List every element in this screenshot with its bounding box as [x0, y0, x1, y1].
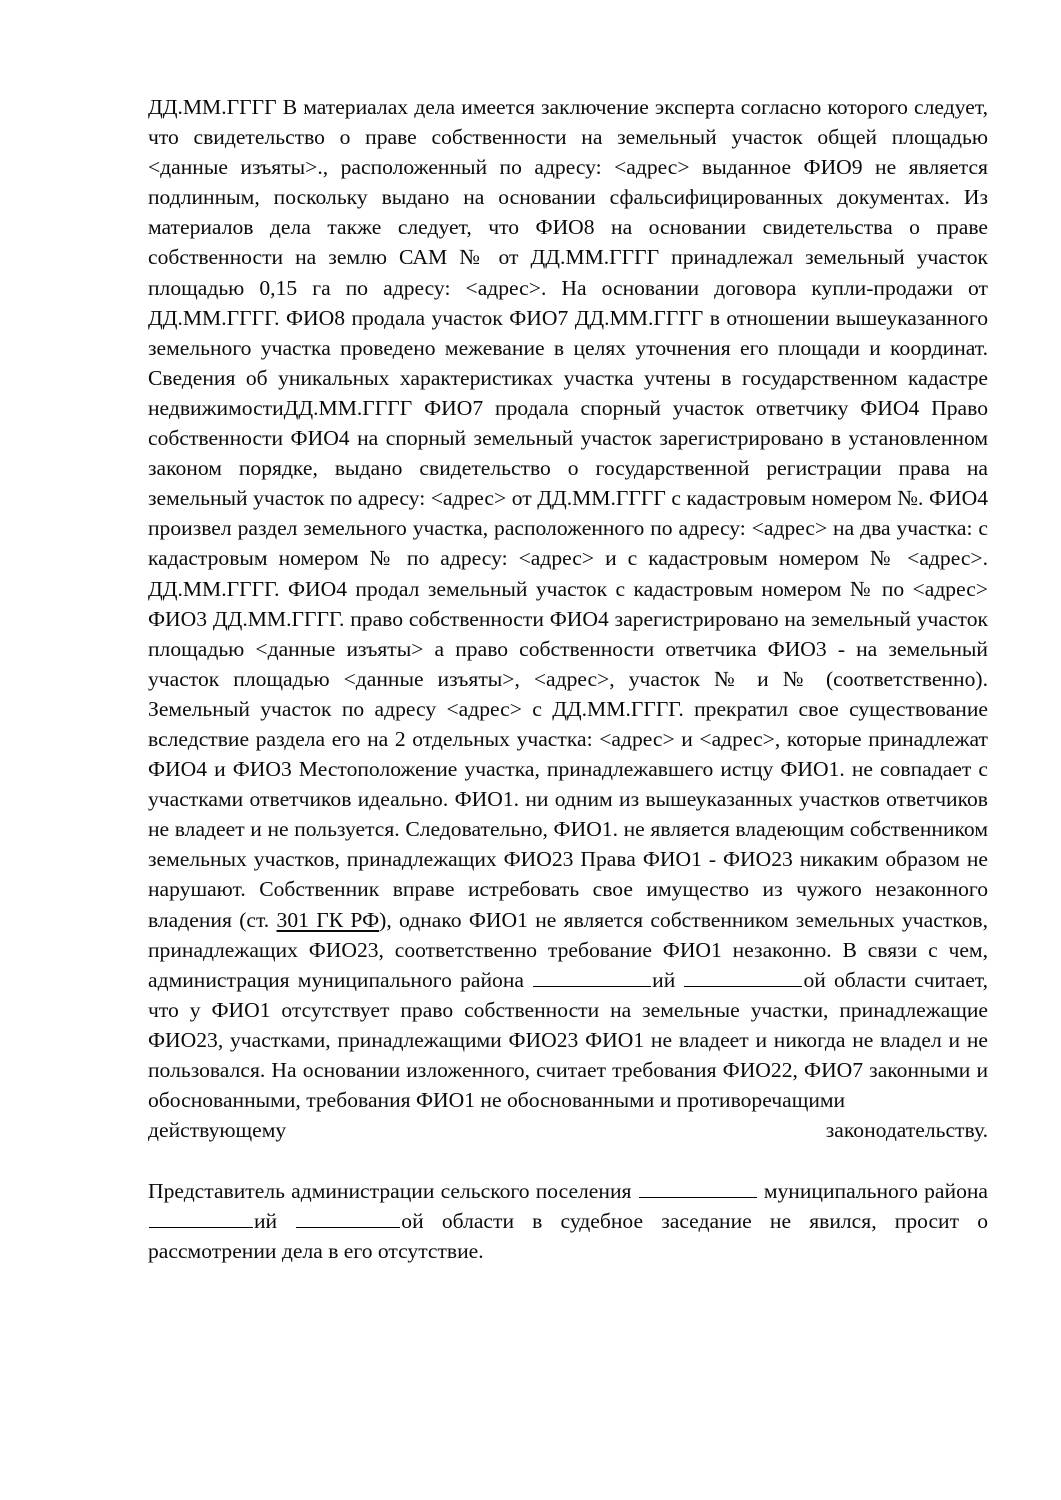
fill-in-blank-district-2[interactable]	[149, 1208, 253, 1229]
paragraph-1-tail	[148, 1115, 988, 1145]
para2-part-2: муниципального района	[757, 1179, 989, 1204]
fill-in-blank-region-2[interactable]	[296, 1208, 400, 1229]
fill-in-blank-region[interactable]	[684, 966, 802, 987]
legal-reference-301-gk-rf: 301 ГК РФ	[276, 907, 380, 932]
fill-in-blank-district[interactable]	[533, 966, 651, 987]
para1-part-2: ), однако ФИО1 не является собственником земельных участков, принадлежащих ФИО23, соответственно требование ФИО1 незаконно. В связи с чем, администрация муниципального района	[148, 907, 988, 992]
para2-part-1: Представитель администрации сельского поселения	[148, 1179, 638, 1204]
paragraph-2	[148, 1176, 988, 1266]
para1-suffix-1: ий	[652, 967, 684, 992]
para2-part-3: ой области в судебное заседание не явился, просит о рассмотрении дела в его отсутствие.	[148, 1209, 988, 1264]
para2-suffix-1: ий	[254, 1209, 296, 1234]
paragraph-1-tail-row	[148, 1115, 988, 1145]
paragraph-1-tail-right: законодательству.	[825, 1118, 988, 1143]
para1-part-3: ой области считает, что у ФИО1 отсутствует право собственности на земельные участки, принадлежащие ФИО23, участками, принадлежащими ФИО23 ФИО1 не владеет и никогда не владел и не пользовался. На основании изложенного, считает требования ФИО22, ФИО7 законными и обоснованными, требования ФИО1 не обоснованными и противоречащими	[148, 967, 989, 1113]
paragraph-1-tail-left: действующему	[148, 1118, 287, 1143]
document-body	[148, 92, 988, 1267]
paragraph-1	[148, 92, 988, 1115]
para1-part-1: ДД.ММ.ГГГГ В материалах дела имеется заключение эксперта согласно которого следует, что свидетельство о праве собственности на земельный участок общей площадью <данные изъяты>., расположенный по адресу: <адрес> выданное ФИО9 не является подлинным, поскольку выдано на основании сфальсифицированных документах. Из материалов дела также следует, что ФИО8 на основании свидетельства о праве собственности на землю САМ № от ДД.ММ.ГГГГ принадлежал земельный участок площадью 0,15 га по адресу: <адрес>. На основании договора купли-продажи от ДД.ММ.ГГГГ. ФИО8 продала участок ФИО7 ДД.ММ.ГГГГ в отношении вышеуказанного земельного участка проведено межевание в целях уточнения его площади и координат. Сведения об уникальных характеристиках участка учтены в государственном кадастре недвижимостиДД.ММ.ГГГГ ФИО7 продала спорный участок ответчику ФИО4 Право собственности ФИО4 на спорный земельный участок зарегистрировано в установленном законом порядке, выдано свидетельство о государственной регистрации права на земельный участок по адресу: <адрес> от ДД.ММ.ГГГГ с кадастровым номером №. ФИО4 произвел раздел земельного участка, расположенного по адресу: <адрес> на два участка: с кадастровым номером № по адресу: <адрес> и с кадастровым номером № <адрес>. ДД.ММ.ГГГГ. ФИО4 продал земельный участок с кадастровым номером № по <адрес> ФИО3 ДД.ММ.ГГГГ. право собственности ФИО4 зарегистрировано на земельный участок площадью <данные изъяты> а право собственности ответчика ФИО3 - на земельный участок площадью <данные изъяты>, <адрес>, участок № и № (соответственно). Земельный участок по адресу <адрес> с ДД.ММ.ГГГГ. прекратил свое существование вследствие раздела его на 2 отдельных участка: <адрес> и <адрес>, которые принадлежат ФИО4 и ФИО3 Местоположение участка, принадлежавшего истцу ФИО1. не совпадает с участками ответчиков идеально. ФИО1. ни одним из вышеуказанных участков ответчиков не владеет и не пользуется. Следовательно, ФИО1. не является владеющим собственником земельных участков, принадлежащих ФИО23 Права ФИО1 - ФИО23 никаким образом не нарушают. Собственник вправе истребовать свое имущество из чужого незаконного владения (ст.	[148, 95, 988, 932]
fill-in-blank-settlement[interactable]	[639, 1177, 757, 1198]
